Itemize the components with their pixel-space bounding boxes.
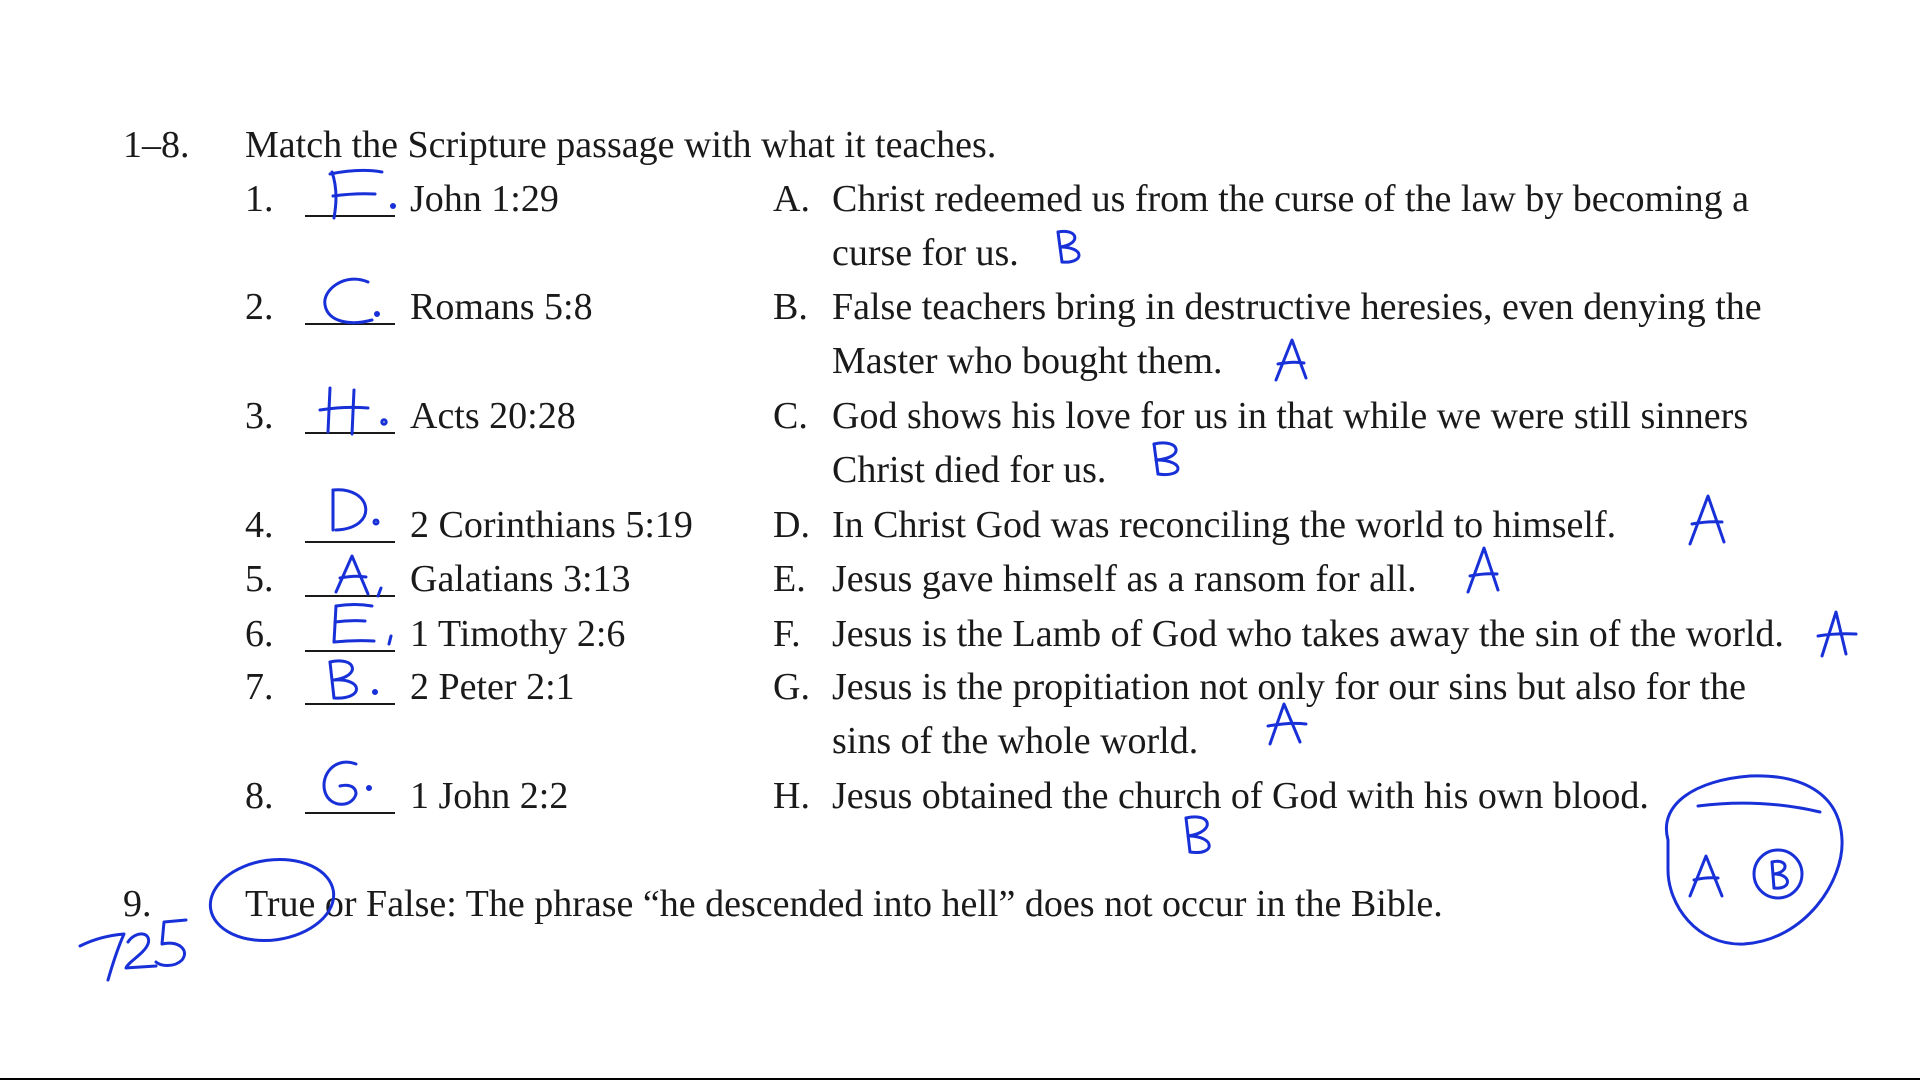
teaching-letter: D.	[773, 504, 810, 546]
handwritten-answer-A	[336, 556, 381, 596]
passage-reference: 1 John 2:2	[410, 775, 569, 817]
margin-mark-A	[1818, 612, 1856, 656]
passage-number: 4.	[245, 504, 274, 546]
margin-mark-A	[1268, 704, 1306, 744]
teaching-text: In Christ God was reconciling the world to himself.	[832, 504, 1617, 546]
passage-number: 1.	[245, 178, 274, 220]
section-range-label: 1–8.	[123, 124, 190, 166]
passage-reference: Galatians 3:13	[410, 558, 631, 600]
teaching-text: Christ died for us.	[832, 449, 1107, 491]
passage-number: 6.	[245, 613, 274, 655]
passage-number: 2.	[245, 286, 274, 328]
passage-reference: 1 Timothy 2:6	[410, 613, 626, 655]
teaching-letter: C.	[773, 395, 808, 437]
teaching-text: curse for us.	[832, 232, 1019, 274]
handwritten-answer-H	[320, 388, 386, 434]
margin-note-725	[80, 920, 186, 980]
margin-mark-A	[1276, 340, 1306, 380]
answer-blank[interactable]	[305, 812, 395, 814]
teaching-text: False teachers bring in destructive heresies, even denying the	[832, 286, 1762, 328]
passage-reference: 2 Peter 2:1	[410, 666, 575, 708]
handwritten-answer-E	[334, 605, 391, 645]
answer-blank[interactable]	[305, 703, 395, 705]
passage-number: 3.	[245, 395, 274, 437]
teaching-text: God shows his love for us in that while we were still sinners	[832, 395, 1749, 437]
handwritten-answer-C	[325, 279, 379, 323]
option-true[interactable]: True	[245, 883, 316, 925]
teaching-text: Jesus gave himself as a ransom for all.	[832, 558, 1417, 600]
passage-number: 5.	[245, 558, 274, 600]
teaching-text: sins of the whole world.	[832, 720, 1199, 762]
margin-mark-B	[1154, 443, 1178, 475]
teaching-text: Jesus obtained the church of God with his own blood.	[832, 775, 1649, 817]
handwritten-answer-B	[330, 661, 377, 698]
passage-reference: John 1:29	[410, 178, 559, 220]
side-options-circle	[1666, 776, 1842, 944]
teaching-text: Master who bought them.	[832, 340, 1223, 382]
passage-reference: Romans 5:8	[410, 286, 593, 328]
passage-reference: Acts 20:28	[410, 395, 576, 437]
teaching-text: Christ redeemed us from the curse of the law by becoming a	[832, 178, 1749, 220]
question-9-text	[245, 885, 1443, 923]
margin-mark-A	[1468, 548, 1498, 592]
answer-blank[interactable]	[305, 541, 395, 543]
answer-blank[interactable]	[305, 595, 395, 597]
handwritten-answer-F	[330, 170, 395, 218]
passage-reference: 2 Corinthians 5:19	[410, 504, 693, 546]
handwritten-answer-G	[324, 762, 371, 804]
question-9-number: 9.	[123, 883, 152, 925]
teaching-text: Jesus is the propitiation not only for our sins but also for the	[832, 666, 1747, 708]
teaching-letter: G.	[773, 666, 810, 708]
margin-mark-A	[1690, 496, 1724, 544]
passage-number: 7.	[245, 666, 274, 708]
answer-blank[interactable]	[305, 432, 395, 434]
question-9-statement: or False: The phrase “he descended into hell” does not occur in the Bible.	[315, 883, 1443, 925]
margin-mark-B	[1186, 817, 1209, 853]
teaching-letter: A.	[773, 178, 810, 220]
margin-mark-B	[1058, 231, 1079, 262]
section-instruction: Match the Scripture passage with what it teaches.	[245, 124, 997, 166]
teaching-letter: F.	[773, 613, 801, 655]
teaching-letter: H.	[773, 775, 810, 817]
answer-blank[interactable]	[305, 215, 395, 217]
teaching-text: Jesus is the Lamb of God who takes away the sin of the world.	[832, 613, 1784, 655]
handwritten-answer-D	[333, 490, 378, 530]
passage-number: 8.	[245, 775, 274, 817]
teaching-letter: E.	[773, 558, 806, 600]
answer-blank[interactable]	[305, 323, 395, 325]
answer-blank[interactable]	[305, 650, 395, 652]
teaching-letter: B.	[773, 286, 808, 328]
